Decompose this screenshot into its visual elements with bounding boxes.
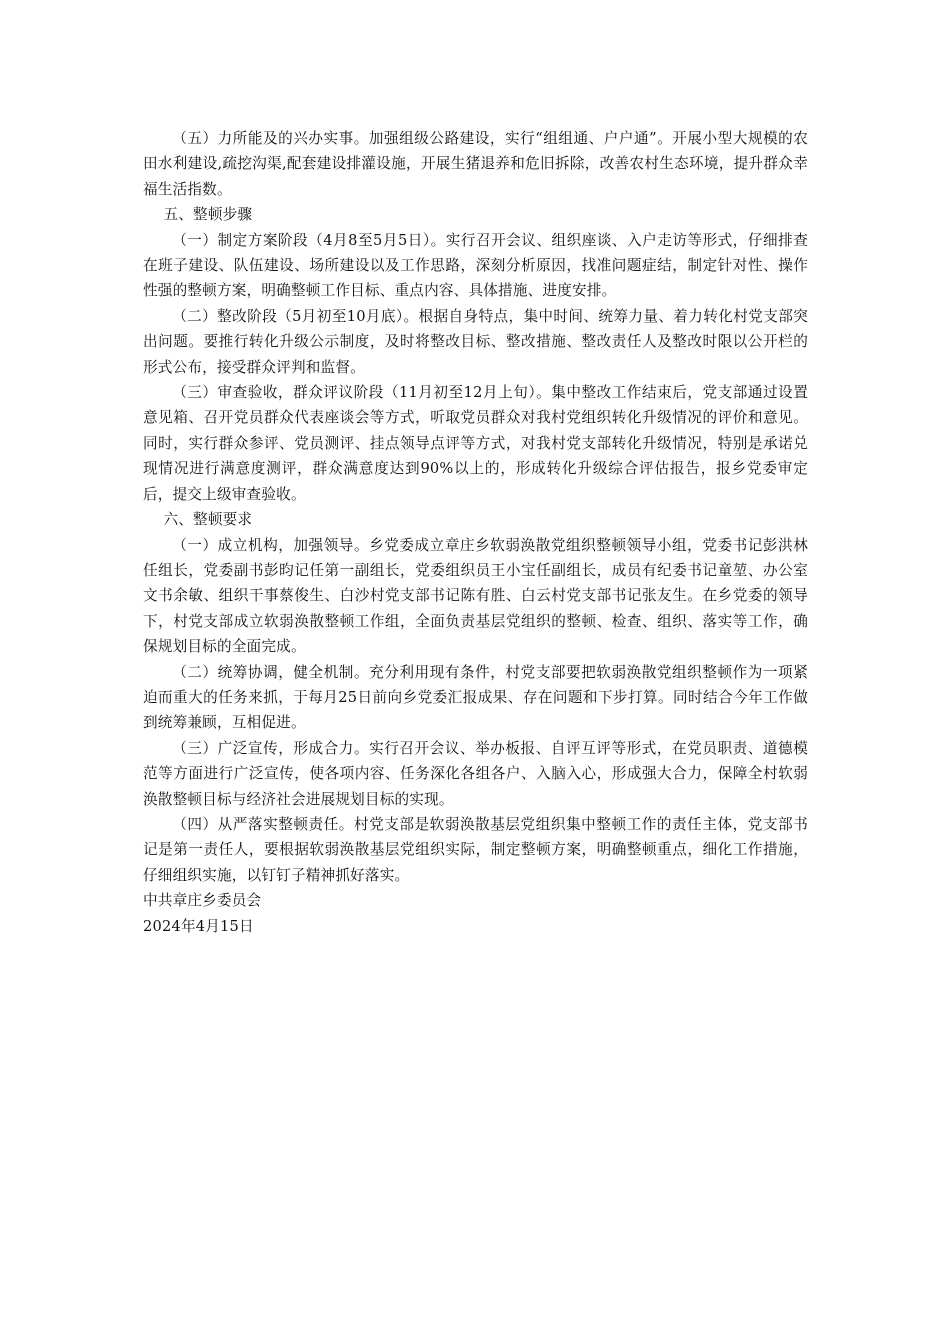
paragraph-responsibility: （四）从严落实整顿责任。村党支部是软弱涣散基层党组织集中整顿工作的责任主体，党支部书记是第一责任人，要根据软弱涣散基层党组织实际，制定整顿方案，明确整顿重点，细化工作措施，仔细组织实施，以钉钉子精神抓好落实。 [143,815,808,884]
paragraph-review-stage: （三）审查验收，群众评议阶段（11月初至12月上旬）。集中整改工作结束后，党支部通过设置意见箱、召开党员群众代表座谈会等方式，听取党员群众对我村党组织转化升级情况的评价和意见。同时，实行群众参评、党员测评、挂点领导点评等方式，对我村党支部转化升级情况，特别是承诺兑现情况进行满意度测评，群众满意度达到90%以上的，形成转化升级综合评估报告，报乡党委审定后，提交上级审查验收。 [143,384,808,503]
paragraph-coordination: （二）统筹协调，健全机制。充分利用现有条件，村党支部要把软弱涣散党组织整顿作为一项紧迫而重大的任务来抓，于每月25日前向乡党委汇报成果、存在问题和下步打算。同时结合今年工作做到统筹兼顾，互相促进。 [143,663,808,732]
document-body [143,126,808,939]
paragraph-rectification-stage: （二）整改阶段（5月初至10月底）。根据自身特点，集中时间、统筹力量、着力转化村党支部突出问题。要推行转化升级公示制度，及时将整改目标、整改措施、整改责任人及整改时限以公开栏的形式公布，接受群众评判和监督。 [143,307,808,376]
paragraph-practical-matters: （五）力所能及的兴办实事。加强组级公路建设，实行“组组通、户户通”。开展小型大规模的农田水利建设,疏挖沟渠,配套建设排灌设施，开展生猪退养和危旧拆除，改善农村生态环境，提升群众幸福生活指数。 [143,130,808,198]
signature-organization: 中共章庄乡委员会 [143,892,262,910]
section-heading-rectification-requirements: 六、整顿要求 [163,511,253,529]
section-heading-rectification-steps: 五、整顿步骤 [163,206,253,224]
signature-date: 2024年4月15日 [143,917,254,935]
paragraph-publicity: （三）广泛宣传，形成合力。实行召开会议、举办板报、自评互评等形式，在党员职责、道德模范等方面进行广泛宣传，使各项内容、任务深化各组各户、入脑入心，形成强大合力，保障全村软弱涣散整顿目标与经济社会进展规划目标的实现。 [143,739,808,808]
paragraph-plan-stage: （一）制定方案阶段（4月8至5月5日）。实行召开会议、组织座谈、入户走访等形式，仔细排查在班子建设、队伍建设、场所建设以及工作思路，深刻分析原因，找准问题症结，制定针对性、操作性强的整顿方案，明确整顿工作目标、重点内容、具体措施、进度安排。 [143,231,808,300]
paragraph-establish-organization: （一）成立机构，加强领导。乡党委成立章庄乡软弱涣散党组织整顿领导小组，党委书记彭洪林任组长，党委副书彭昀记任第一副组长，党委组织员王小宝任副组长，成员有纪委书记童堃、办公室文书余敏、组织干事蔡俊生、白沙村党支部书记陈有胜、白云村党支部书记张友生。在乡党委的领导下，村党支部成立软弱涣散整顿工作组，全面负责基层党组织的整顿、检查、组织、落实等工作，确保规划目标的全面完成。 [143,536,808,656]
